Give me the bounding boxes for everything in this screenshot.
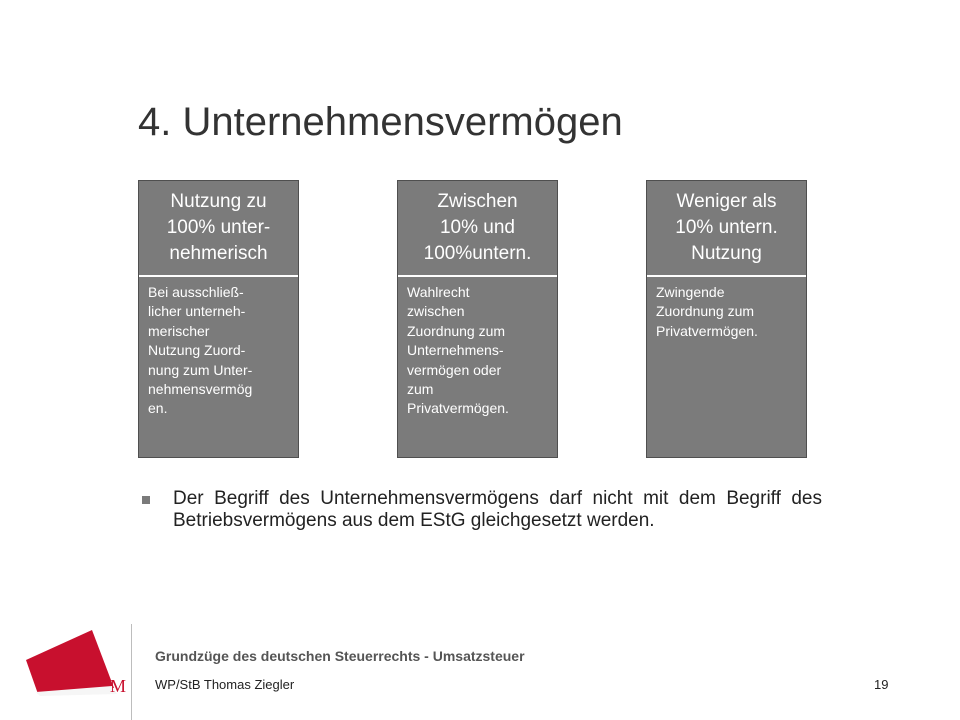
logo-red-shape <box>26 630 114 694</box>
category-box-header: Nutzung zu 100% unter- nehmerisch <box>139 181 298 277</box>
university-logo <box>14 628 126 696</box>
category-box-header: Zwischen 10% und 100%untern. <box>398 181 557 277</box>
category-box-header: Weniger als 10% untern. Nutzung <box>647 181 806 277</box>
footer-title: Grundzüge des deutschen Steuerrechts - Umsatzsteuer <box>155 648 525 664</box>
category-box-body: Wahlrecht zwischen Zuordnung zum Unternehmens- vermögen oder zum Privatvermögen. <box>407 284 509 417</box>
category-box-mixed-use <box>397 180 558 458</box>
category-box-minor-business-use <box>646 180 807 458</box>
bullet-text: Der Begriff des Unternehmensvermögens darf nicht mit dem Begriff des Betriebsvermögens aus dem EStG gleichgesetzt werden. <box>173 488 822 531</box>
bullet-item <box>142 488 822 532</box>
footer-divider <box>131 624 132 720</box>
category-box-body: Bei ausschließ- licher unterneh- merischer Nutzung Zuord- nung zum Unter- nehmensvermög en. <box>148 284 253 417</box>
logo-letter: M <box>110 676 126 696</box>
slide-title: 4. Unternehmensvermögen <box>138 100 623 144</box>
square-bullet-icon <box>142 496 150 504</box>
category-box-full-business-use <box>138 180 299 458</box>
category-box-body: Zwingende Zuordnung zum Privatvermögen. <box>656 284 758 339</box>
page-number: 19 <box>874 677 889 692</box>
footer-author: WP/StB Thomas Ziegler <box>155 677 295 692</box>
